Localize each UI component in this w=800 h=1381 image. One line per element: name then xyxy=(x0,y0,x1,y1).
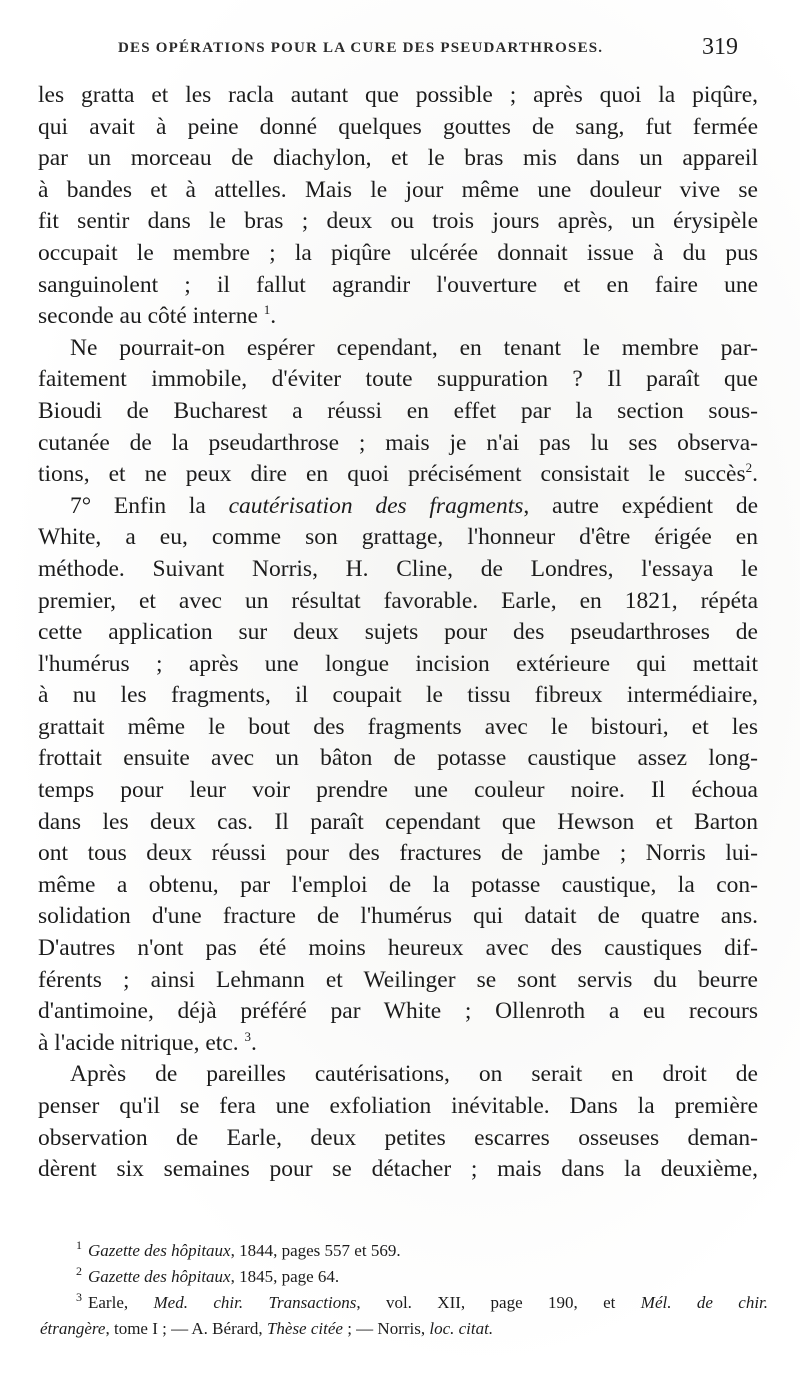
footnote-text: , 1844, pages 557 et 569. xyxy=(230,1241,401,1260)
text-line: méthode. Suivant Norris, H. Cline, de Londres, l'essaya le xyxy=(38,555,758,582)
footnote-2 xyxy=(40,1264,768,1290)
text-line: qui avait à peine donné quelques gouttes de sang, fut fermée xyxy=(38,113,758,140)
text-line: férents ; ainsi Lehmann et Weilinger se sont servis du beurre xyxy=(38,966,758,993)
text-line: par un morceau de diachylon, et le bras mis dans un appareil xyxy=(38,145,758,172)
footnotes xyxy=(40,1238,768,1342)
text-line: seconde au côté interne $^1$. xyxy=(38,302,277,330)
text-run: tions, et ne peux dire en quoi précisément consistait le succès xyxy=(38,461,746,488)
italic-term: cautérisation des fragments xyxy=(228,492,524,519)
running-head xyxy=(118,34,738,64)
footnote-mark: 2 xyxy=(76,1264,82,1279)
text-line: sanguinolent ; il fallut agrandir l'ouverture et en faire une xyxy=(38,271,758,298)
footnote-3 xyxy=(40,1290,768,1316)
body-text xyxy=(38,80,758,1186)
text-line: temps pour leur voir prendre une couleur noire. Il échoua xyxy=(38,777,758,804)
text-line: à l'acide nitrique, etc. $^3$. xyxy=(38,1028,257,1056)
text-line: d'antimoine, déjà préféré par White ; Ollenroth a eu recours xyxy=(38,998,758,1025)
text-line: frottait ensuite avec un bâton de potasse caustique assez long- xyxy=(38,745,758,772)
text-run: à l'acide nitrique, etc. xyxy=(38,1029,239,1056)
note-ref: 3 xyxy=(244,1028,251,1044)
text-line: à bandes et à attelles. Mais le jour même une douleur vive se xyxy=(38,176,758,203)
text-line: Bioudi de Bucharest a réussi en effet par la section sous- xyxy=(38,397,758,424)
text-line: cette application sur deux sujets pour des pseudarthroses de xyxy=(38,619,758,646)
footnote-mark: 1 xyxy=(76,1238,82,1253)
footnote-text: ; — Norris, xyxy=(347,1319,426,1338)
running-title: DES OPÉRATIONS POUR LA CURE DES PSEUDARTHROSES. xyxy=(118,40,604,56)
text-run: 7° Enfin la xyxy=(70,492,206,519)
footnote-title: Med. chir. Transactions xyxy=(153,1293,357,1312)
text-line: l'humérus ; après une longue incision extérieure qui mettait xyxy=(38,650,758,677)
footnote-title: Gazette des hôpitaux xyxy=(88,1267,231,1286)
text-line: solidation d'une fracture de l'humérus qui datait de quatre ans. xyxy=(38,903,758,930)
footnote-title: Gazette des hôpitaux xyxy=(88,1241,231,1260)
footnote-title: étrangère xyxy=(40,1319,106,1338)
text-line: penser qu'il se fera une exfoliation inévitable. Dans la première xyxy=(38,1093,758,1119)
text-line: cutanée de la pseudarthrose ; mais je n'ai pas lu ses observa- xyxy=(38,429,758,456)
footnote-mark: 3 xyxy=(76,1290,82,1305)
page-number: 319 xyxy=(702,34,738,60)
text-line: White, a eu, comme son grattage, l'honneur d'être érigée en xyxy=(38,524,758,551)
paragraph-start-line xyxy=(38,491,758,523)
text-line: grattait même le bout des fragments avec le bistouri, et les xyxy=(38,713,758,740)
text-line: D'autres n'ont pas été moins heureux avec des caustiques dif- xyxy=(38,935,758,962)
text-line: dèrent six semaines pour se détacher ; mais dans la deuxième, xyxy=(38,1156,758,1183)
text-run: seconde au côté interne xyxy=(38,303,258,330)
footnote-title: loc. citat. xyxy=(429,1319,494,1338)
footnote-1 xyxy=(40,1238,768,1264)
paragraph-start-line: Ne pourrait-on espérer cependant, en tenant le membre par- xyxy=(70,334,758,361)
footnote-text: , 1845, page 64. xyxy=(230,1267,340,1286)
text-line: premier, et avec un résultat favorable. Earle, en 1821, répéta xyxy=(38,587,758,614)
text-line: observation de Earle, deux petites escarres osseuses deman- xyxy=(38,1124,758,1151)
footnote-text: , tome I ; — A. Bérard, xyxy=(105,1319,263,1338)
footnote-text: Earle, xyxy=(88,1293,129,1312)
paragraph-start-line: Après de pareilles cautérisations, on serait en droit de xyxy=(70,1061,758,1088)
text-line: tions, et ne peux dire en quoi précisément consistait le succès$^2$. xyxy=(38,460,758,488)
note-ref: 2 xyxy=(745,460,753,476)
note-ref: 1 xyxy=(263,302,271,318)
footnote-text: , vol. XII, page 190, et xyxy=(356,1293,616,1312)
text-line: occupait le membre ; la piqûre ulcérée donnait issue à du pus xyxy=(38,239,758,266)
text-line: même a obtenu, par l'emploi de la potasse caustique, la con- xyxy=(38,871,758,898)
text-line: fit sentir dans le bras ; deux ou trois jours après, un érysipèle xyxy=(38,208,758,235)
footnote-title: Thèse citée xyxy=(266,1319,343,1338)
text-line: les gratta et les racla autant que possible ; après quoi la piqûre, xyxy=(38,82,758,108)
text-line: ont tous deux réussi pour des fractures de jambe ; Norris lui- xyxy=(38,840,758,867)
text-line: dans les deux cas. Il paraît cependant que Hewson et Barton xyxy=(38,808,758,835)
footnote-3-continued xyxy=(40,1316,768,1342)
footnote-title: Mél. de chir. xyxy=(640,1293,768,1312)
text-line: à nu les fragments, il coupait le tissu fibreux intermédiaire, xyxy=(38,682,758,709)
text-run: , autre expédient de xyxy=(523,492,758,519)
text-line: faitement immobile, d'éviter toute suppuration ? Il paraît que xyxy=(38,366,758,393)
